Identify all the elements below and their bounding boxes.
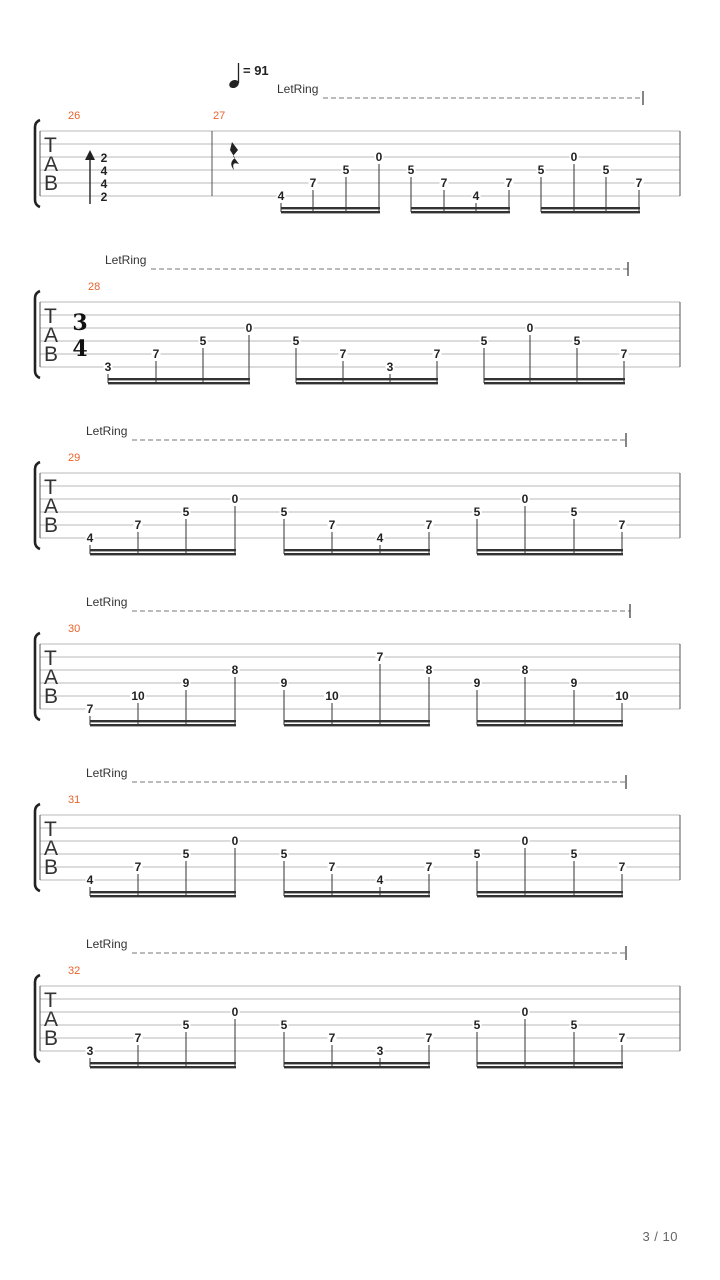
- fret-number: 7: [328, 518, 336, 532]
- let-ring-label: LetRing: [105, 253, 147, 267]
- tab-system: [35, 82, 680, 213]
- fret-number: 8: [521, 663, 529, 677]
- fret-number: 0: [521, 834, 529, 848]
- fret-number: 5: [480, 334, 488, 348]
- fret-number: 7: [618, 860, 626, 874]
- tab-clef-letter: B: [44, 685, 59, 708]
- let-ring-label: LetRing: [86, 595, 128, 609]
- beam: [284, 549, 430, 551]
- beam: [284, 724, 430, 726]
- tempo-label: = 91: [243, 63, 269, 78]
- fret-number: 5: [280, 847, 288, 861]
- system-bracket: [35, 975, 40, 1062]
- fret-number: 9: [280, 676, 288, 690]
- system-bracket: [35, 462, 40, 549]
- fret-number: 5: [473, 505, 481, 519]
- beam: [477, 549, 623, 551]
- beam: [284, 1062, 430, 1064]
- chord-fret: 4: [100, 177, 108, 191]
- fret-number: 7: [134, 860, 142, 874]
- fret-number: 5: [537, 163, 545, 177]
- fret-number: 7: [433, 347, 441, 361]
- tab-clef-letter: B: [44, 1027, 59, 1050]
- fret-number: 7: [134, 1031, 142, 1045]
- fret-number: 7: [152, 347, 160, 361]
- beam: [541, 207, 640, 209]
- beam: [477, 891, 623, 893]
- fret-number: 0: [245, 321, 253, 335]
- beam: [477, 1062, 623, 1064]
- fret-number: 5: [602, 163, 610, 177]
- fret-number: 4: [86, 873, 94, 887]
- fret-number: 9: [570, 676, 578, 690]
- beam: [90, 1066, 236, 1068]
- page-number: 3 / 10: [642, 1229, 678, 1244]
- fret-number: 7: [328, 1031, 336, 1045]
- fret-number: 4: [376, 531, 384, 545]
- system-bracket: [35, 633, 40, 720]
- system-bracket: [35, 291, 40, 378]
- beam: [90, 895, 236, 897]
- fret-number: 5: [292, 334, 300, 348]
- fret-number: 10: [325, 689, 339, 703]
- fret-number: 4: [277, 189, 285, 203]
- fret-number: 7: [328, 860, 336, 874]
- measure-number: 30: [68, 623, 81, 635]
- tab-clef-letter: A: [44, 1008, 59, 1031]
- fret-number: 4: [472, 189, 480, 203]
- system-bracket: [35, 120, 40, 207]
- beam: [411, 211, 510, 213]
- fret-number: 8: [425, 663, 433, 677]
- beam: [296, 382, 438, 384]
- tab-clef-letter: B: [44, 856, 59, 879]
- fret-number: 7: [425, 518, 433, 532]
- beam: [90, 724, 236, 726]
- fret-number: 0: [375, 150, 383, 164]
- let-ring-label: LetRing: [86, 937, 128, 951]
- fret-number: 9: [182, 676, 190, 690]
- tab-system: [35, 253, 680, 384]
- fret-number: 7: [309, 176, 317, 190]
- fret-number: 5: [570, 505, 578, 519]
- fret-number: 3: [376, 1044, 384, 1058]
- beam: [90, 891, 236, 893]
- beam: [477, 720, 623, 722]
- tab-clef-letter: B: [44, 172, 59, 195]
- measure-number: 29: [68, 452, 81, 464]
- beam: [90, 549, 236, 551]
- measure-number: 28: [88, 281, 101, 293]
- tab-clef-letter: A: [44, 666, 59, 689]
- chord-fret: 2: [100, 190, 108, 204]
- fret-number: 4: [376, 873, 384, 887]
- tab-system: [35, 937, 680, 1068]
- beam: [484, 382, 625, 384]
- beam: [108, 378, 250, 380]
- beam: [284, 553, 430, 555]
- fret-number: 0: [231, 834, 239, 848]
- let-ring-label: LetRing: [86, 766, 128, 780]
- measure-number: 32: [68, 965, 81, 977]
- beam: [284, 720, 430, 722]
- quarter-rest-icon: [230, 142, 239, 170]
- beam: [477, 895, 623, 897]
- beam: [484, 378, 625, 380]
- tab-clef-letter: A: [44, 495, 59, 518]
- fret-number: 3: [386, 360, 394, 374]
- chord-fret: 2: [100, 151, 108, 165]
- beam: [284, 891, 430, 893]
- tab-clef-letter: T: [44, 476, 57, 499]
- fret-number: 7: [425, 860, 433, 874]
- fret-number: 7: [86, 702, 94, 716]
- fret-number: 0: [231, 1005, 239, 1019]
- fret-number: 10: [615, 689, 629, 703]
- tab-system: [35, 595, 680, 726]
- beam: [90, 720, 236, 722]
- fret-number: 7: [620, 347, 628, 361]
- fret-number: 5: [182, 505, 190, 519]
- tab-clef-letter: A: [44, 324, 59, 347]
- fret-number: 5: [407, 163, 415, 177]
- fret-number: 5: [570, 847, 578, 861]
- time-signature-denominator: 4: [72, 336, 88, 362]
- fret-number: 4: [86, 531, 94, 545]
- time-signature-numerator: 3: [72, 310, 88, 336]
- fret-number: 7: [134, 518, 142, 532]
- tab-clef-letter: T: [44, 305, 57, 328]
- beam: [541, 211, 640, 213]
- measure-number: 27: [213, 110, 226, 122]
- fret-number: 3: [104, 360, 112, 374]
- tab-clef-letter: B: [44, 514, 59, 537]
- fret-number: 5: [573, 334, 581, 348]
- tab-clef-letter: T: [44, 647, 57, 670]
- beam: [284, 895, 430, 897]
- tab-clef-letter: T: [44, 818, 57, 841]
- tab-clef-letter: A: [44, 153, 59, 176]
- chord-fret: 4: [100, 164, 108, 178]
- tab-clef-letter: T: [44, 134, 57, 157]
- fret-number: 5: [570, 1018, 578, 1032]
- tempo-marking: [228, 63, 269, 90]
- fret-number: 5: [280, 1018, 288, 1032]
- beam: [477, 553, 623, 555]
- fret-number: 5: [473, 847, 481, 861]
- tab-system: [35, 766, 680, 897]
- fret-number: 7: [425, 1031, 433, 1045]
- let-ring-label: LetRing: [86, 424, 128, 438]
- fret-number: 7: [376, 650, 384, 664]
- let-ring-label: LetRing: [277, 82, 319, 96]
- fret-number: 7: [618, 518, 626, 532]
- beam: [90, 1062, 236, 1064]
- tab-system: [35, 424, 680, 555]
- fret-number: 5: [199, 334, 207, 348]
- fret-number: 7: [339, 347, 347, 361]
- beam: [477, 724, 623, 726]
- measure-number: 31: [68, 794, 81, 806]
- system-bracket: [35, 804, 40, 891]
- fret-number: 7: [440, 176, 448, 190]
- fret-number: 9: [473, 676, 481, 690]
- fret-number: 0: [570, 150, 578, 164]
- arpeggio-up-icon: [85, 150, 95, 160]
- fret-number: 5: [342, 163, 350, 177]
- fret-number: 8: [231, 663, 239, 677]
- tab-clef-letter: B: [44, 343, 59, 366]
- beam: [411, 207, 510, 209]
- fret-number: 7: [505, 176, 513, 190]
- beam: [108, 382, 250, 384]
- measure-number: 26: [68, 110, 81, 122]
- beam: [281, 211, 380, 213]
- fret-number: 5: [280, 505, 288, 519]
- fret-number: 5: [182, 1018, 190, 1032]
- fret-number: 7: [635, 176, 643, 190]
- beam: [281, 207, 380, 209]
- fret-number: 10: [131, 689, 145, 703]
- fret-number: 3: [86, 1044, 94, 1058]
- tab-clef-letter: T: [44, 989, 57, 1012]
- beam: [296, 378, 438, 380]
- fret-number: 5: [182, 847, 190, 861]
- fret-number: 7: [618, 1031, 626, 1045]
- tab-clef-letter: A: [44, 837, 59, 860]
- fret-number: 5: [473, 1018, 481, 1032]
- fret-number: 0: [231, 492, 239, 506]
- beam: [90, 553, 236, 555]
- beam: [284, 1066, 430, 1068]
- beam: [477, 1066, 623, 1068]
- fret-number: 0: [521, 1005, 529, 1019]
- fret-number: 0: [521, 492, 529, 506]
- fret-number: 0: [526, 321, 534, 335]
